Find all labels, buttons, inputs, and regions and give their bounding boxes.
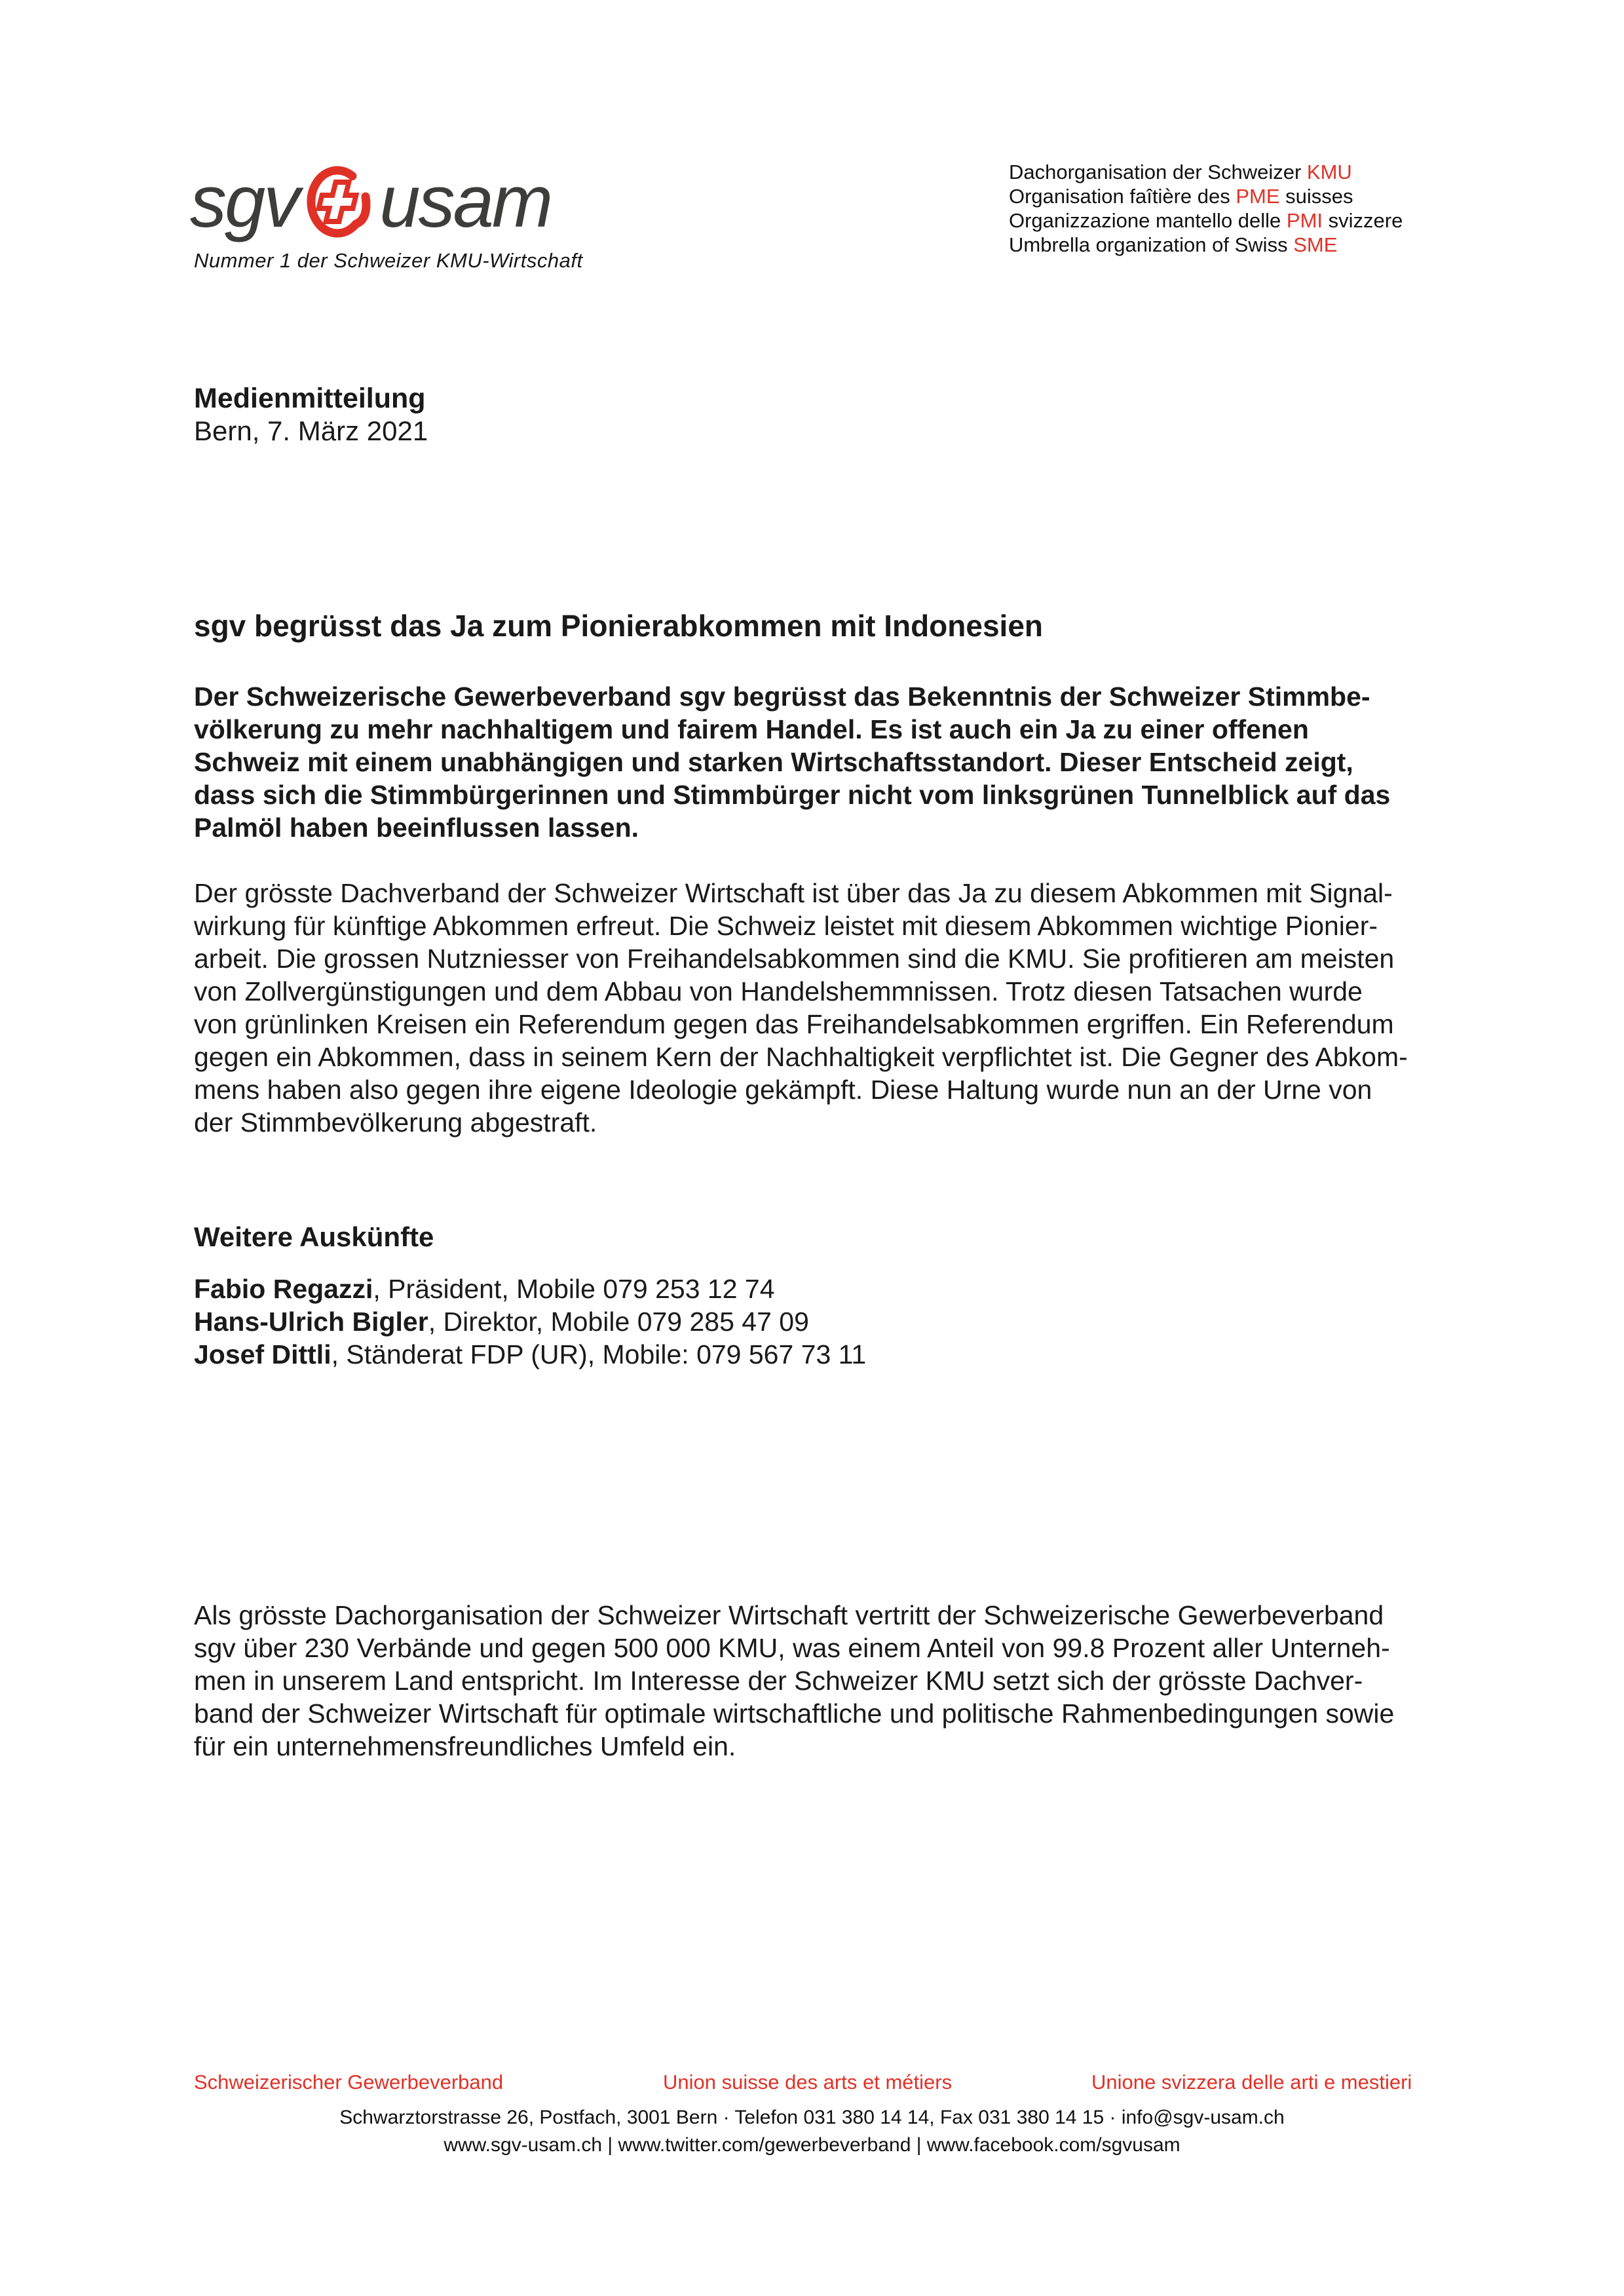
footer-address-line: Schwarztorstrasse 26, Postfach, 3001 Bern · Telefon 031 380 14 14, Fax 031 380 14 15 · info@sgv-usam.ch xyxy=(339,2107,1285,2128)
lead-paragraph xyxy=(194,680,1478,844)
footer-org-row xyxy=(0,2071,1624,2097)
doc-type-label: Medienmitteilung xyxy=(194,383,426,414)
text-line: sgv über 230 Verbände und gegen 500 000 KMU, was einem Anteil von 99.8 Prozent aller Unterneh- xyxy=(194,1633,1390,1663)
text-line: wirkung für künftige Abkommen erfreut. Die Schweiz leistet mit diesem Abkommen wichtige Pionier- xyxy=(194,911,1378,941)
logo-text-usam: usam xyxy=(379,161,552,242)
org-line-accent: PMI xyxy=(1286,209,1323,232)
org-line-text: suisses xyxy=(1279,185,1353,208)
footer-org-fr: Union suisse des arts et métiers xyxy=(663,2071,953,2094)
meta-block xyxy=(194,382,428,448)
contact-detail: , Direktor, Mobile 079 285 47 09 xyxy=(428,1307,809,1337)
text-line: band der Schweizer Wirtschaft für optimale wirtschaftliche und politische Rahmenbedingungen sowie xyxy=(194,1698,1395,1729)
logo xyxy=(190,161,583,242)
contact-name: Josef Dittli xyxy=(194,1339,331,1369)
logo-text-sgv: sgv xyxy=(190,161,299,242)
logo-tagline: Nummer 1 der Schweizer KMU-Wirtschaft xyxy=(194,249,583,272)
text-line: völkerung zu mehr nachhaltigem und fairem Handel. Es ist auch ein Ja zu einer offenen xyxy=(194,714,1309,744)
org-line-it xyxy=(1009,208,1403,233)
org-line-en xyxy=(1009,233,1403,257)
text-line: gegen ein Abkommen, dass in seinem Kern der Nachhaltigkeit verpflichtet ist. Die Gegner des Abkom- xyxy=(194,1042,1408,1072)
text-line: Der grösste Dachverband der Schweizer Wirtschaft ist über das Ja zu diesem Abkommen mit Signal- xyxy=(194,878,1393,908)
text-line: arbeit. Die grossen Nutzniesser von Freihandelsabkommen sind die KMU. Sie profitieren am meisten xyxy=(194,944,1395,974)
org-line-accent: KMU xyxy=(1306,161,1352,183)
contact-detail: , Ständerat FDP (UR), Mobile: 079 567 73 11 xyxy=(331,1339,867,1369)
org-line-text: Organisation faîtière des xyxy=(1009,185,1236,208)
boilerplate-paragraph xyxy=(194,1599,1478,1763)
contact-line xyxy=(194,1305,866,1338)
body-paragraph xyxy=(194,877,1478,1139)
text-line: von grünlinken Kreisen ein Referendum gegen das Freihandelsabkommen ergriffen. Ein Referendum xyxy=(194,1009,1394,1039)
footer-web-line: www.sgv-usam.ch | www.twitter.com/gewerbeverband | www.facebook.com/sgvusam xyxy=(444,2134,1180,2156)
headline: sgv begrüsst das Ja zum Pionierabkommen mit Indonesien xyxy=(194,609,1043,643)
contacts-list xyxy=(194,1272,866,1371)
contact-name: Hans-Ulrich Bigler xyxy=(194,1307,428,1337)
logo-block xyxy=(190,161,583,273)
footer-org-de: Schweizerischer Gewerbeverband xyxy=(194,2071,504,2094)
contact-line xyxy=(194,1272,866,1305)
text-line: von Zollvergünstigungen und dem Abbau von Handelshemmnissen. Trotz diesen Tatsachen wurde xyxy=(194,976,1363,1006)
text-line: Als grösste Dachorganisation der Schweizer Wirtschaft vertritt der Schweizerische Gewerbeverband xyxy=(194,1600,1384,1630)
org-line-text: Dachorganisation der Schweizer xyxy=(1009,161,1307,183)
org-line-accent: SME xyxy=(1293,233,1338,256)
org-line-text: svizzere xyxy=(1323,209,1403,232)
text-line: der Stimmbevölkerung abgestraft. xyxy=(194,1107,597,1138)
contacts-heading: Weitere Auskünfte xyxy=(194,1221,434,1252)
text-line: Der Schweizerische Gewerbeverband sgv begrüsst das Bekenntnis der Schweizer Stimmbe- xyxy=(194,681,1370,712)
contact-name: Fabio Regazzi xyxy=(194,1274,373,1304)
contact-line xyxy=(194,1338,866,1371)
contact-detail: , Präsident, Mobile 079 253 12 74 xyxy=(373,1274,775,1304)
swiss-cross-at-icon xyxy=(305,161,373,242)
text-line: Palmöl haben beeinflussen lassen. xyxy=(194,813,639,843)
org-line-de xyxy=(1009,160,1403,184)
text-line: dass sich die Stimmbürgerinnen und Stimmbürger nicht vom linksgrünen Tunnelblick auf das xyxy=(194,780,1391,810)
org-line-text: Umbrella organization of Swiss xyxy=(1009,233,1294,256)
org-line-text: Organizzazione mantello delle xyxy=(1009,209,1287,232)
org-line-fr xyxy=(1009,184,1403,208)
org-description-block xyxy=(1009,160,1403,257)
footer-org-it: Unione svizzera delle arti e mestieri xyxy=(1091,2071,1412,2094)
org-line-accent: PME xyxy=(1236,185,1280,208)
dateline: Bern, 7. März 2021 xyxy=(194,415,428,446)
text-line: men in unserem Land entspricht. Im Interesse der Schweizer KMU setzt sich der grösste Dachver- xyxy=(194,1666,1363,1696)
text-line: mens haben also gegen ihre eigene Ideologie gekämpft. Diese Haltung wurde nun an der Urne von xyxy=(194,1075,1372,1105)
text-line: für ein unternehmensfreundliches Umfeld ein. xyxy=(194,1731,736,1761)
text-line: Schweiz mit einem unabhängigen und starken Wirtschaftsstandort. Dieser Entscheid zeigt, xyxy=(194,747,1353,777)
